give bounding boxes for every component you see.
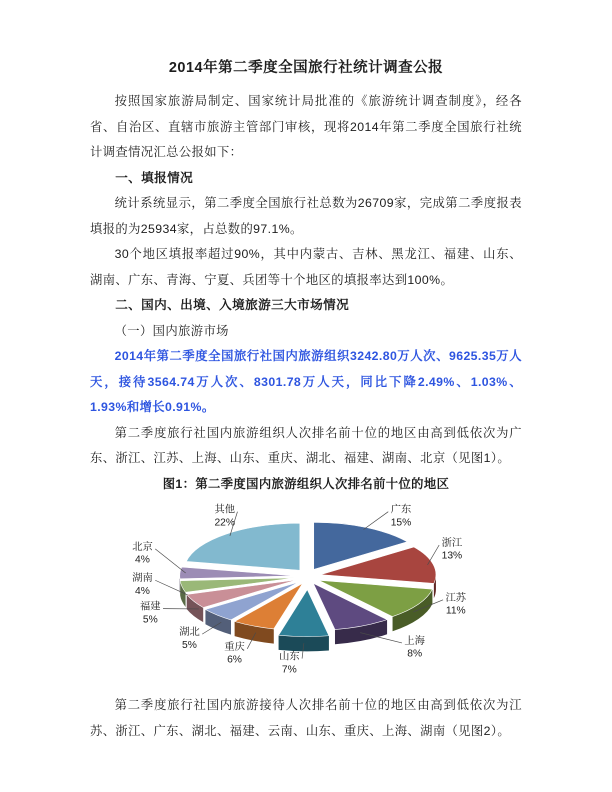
pie-label-10: 其他 22% — [214, 504, 236, 529]
pie-label-4: 山东 7% — [279, 651, 300, 676]
section-2-paragraph-2: 第二季度旅行社国内旅游接待人次排名前十位的地区由高到低依次为江苏、浙江、广东、湖北、福建、云南、山东、重庆、上海、湖南（见图2）。 — [90, 698, 522, 738]
section-1-paragraph-1: 统计系统显示，第二季度全国旅行社总数为26709家，完成第二季度报表填报的为25934家，占总数的97.1%。 — [90, 196, 522, 236]
pie-label-8: 湖南 4% — [132, 573, 153, 597]
intro-paragraph: 按照国家旅游局制定、国家统计局批准的《旅游统计调查制度》，经各省、自治区、直辖市旅游主管部门审核，现将2014年第二季度全国旅行社统计调查情况汇总公报如下： — [90, 94, 522, 159]
pie-label-5: 重庆 6% — [224, 641, 245, 666]
document-title: 2014年第二季度全国旅行社统计调查公报 — [168, 60, 444, 76]
section-1-heading: 一、填报情况 — [115, 170, 194, 185]
figure-1-caption: 图1：第二季度国内旅游组织人次排名前十位的地区 — [162, 476, 450, 491]
pie-label-line-0 — [364, 512, 389, 530]
section-2-heading: 二、国内、出境、入境旅游三大市场情况 — [115, 298, 350, 312]
pie-slice-10 — [186, 523, 299, 570]
highlighted-statistics-paragraph: 2014年第二季度全国旅行社国内旅游组织3242.80万人次、9625.35万人天，接待3564.74万人次、8301.78万人天，同比下降2.49%、1.03%、1.93%和增长0.91%。 — [90, 349, 522, 414]
section-1-paragraph-2: 30个地区填报率超过90%，其中内蒙古、吉林、黑龙江、福建、山东、湖南、广东、青海、宁夏、兵团等十个地区的填报率达到100%。 — [90, 247, 522, 287]
pie-label-1: 浙江 13% — [441, 537, 463, 562]
pie-label-line-9 — [155, 549, 185, 573]
pie-label-2: 江苏 11% — [445, 592, 467, 617]
pie-chart-canvas — [103, 498, 509, 686]
pie-label-7: 福建 5% — [140, 601, 161, 626]
section-2-subheading: （一）国内旅游市场 — [114, 323, 229, 338]
pie-label-6: 湖北 5% — [179, 627, 200, 651]
pie-label-9: 北京 4% — [132, 541, 153, 566]
pie-label-line-1 — [428, 545, 440, 565]
pie-label-0: 广东 15% — [390, 504, 412, 529]
figure-1-pie-chart — [90, 498, 522, 691]
pie-label-3: 上海 8% — [404, 635, 425, 660]
section-2-paragraph-1: 第二季度旅行社国内旅游组织人次排名前十位的地区由高到低依次为广东、浙江、江苏、上海、山东、重庆、湖北、福建、湖南、北京（见图1）。 — [90, 425, 522, 465]
